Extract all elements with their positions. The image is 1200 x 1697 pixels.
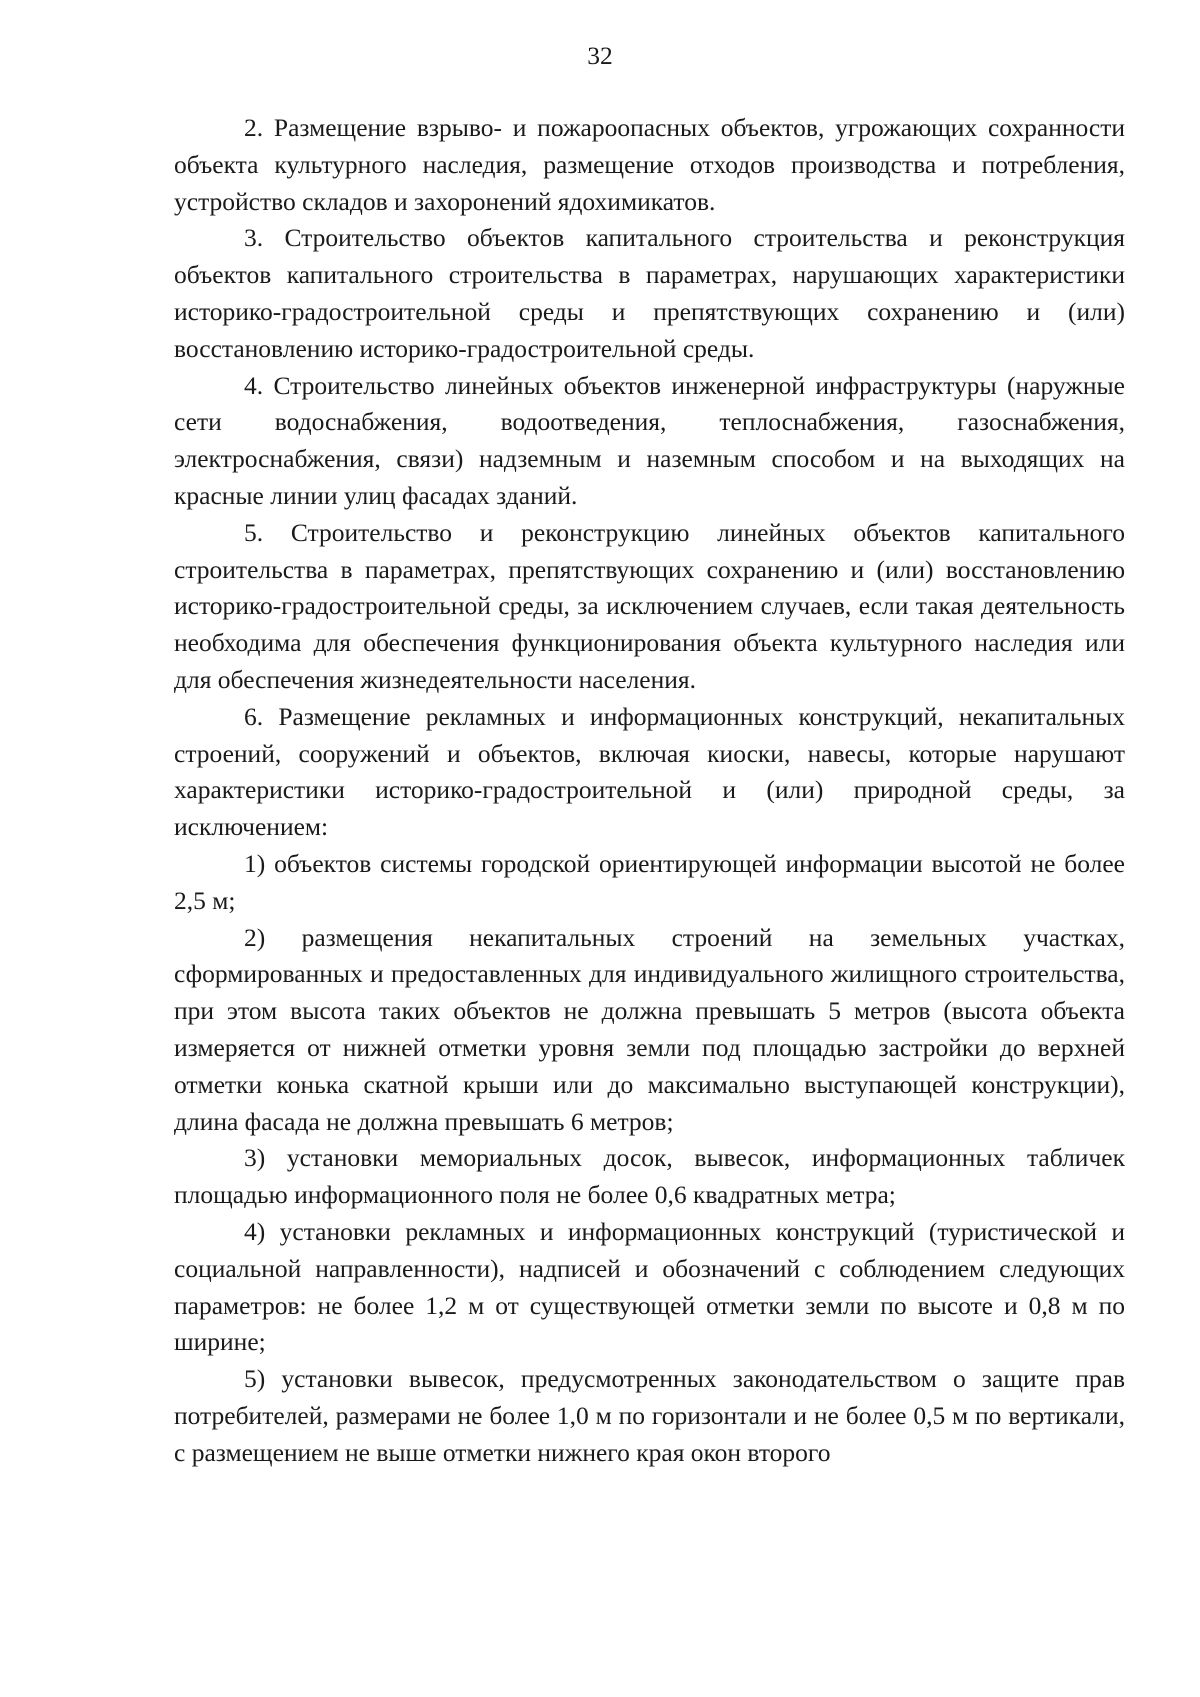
page-number: 32 bbox=[587, 41, 613, 70]
subparagraph-4: 4) установки рекламных и информационных конструкций (туристической и социальной направленности), надписей и обозначений с соблюдением следующих параметров: не более 1,2 м от существующей отметки земли по высоте и 0,8 м по ширине; bbox=[174, 1216, 1125, 1357]
subparagraph-1: 1) объектов системы городской ориентирующей информации высотой не более 2,5 м; bbox=[174, 848, 1125, 915]
paragraph-item-4: 4. Строительство линейных объектов инженерной инфраструктуры (наружные сети водоснабжения, водоотведения, теплоснабжения, газоснабжения, электроснабжения, связи) надземным и наземным способом и на выходящих на красные линии улиц фасадах зданий. bbox=[174, 370, 1125, 510]
document-body bbox=[174, 110, 1125, 1471]
paragraph-item-5: 5. Строительство и реконструкцию линейных объектов капитального строительства в параметрах, препятствующих сохранению и (или) восстановлению историко-градостроительной среды, за исключением случаев, если такая деятельность необходима для обеспечения функционирования объекта культурного наследия или для обеспечения жизнедеятельности населения. bbox=[174, 517, 1125, 694]
paragraph-item-6: 6. Размещение рекламных и информационных конструкций, некапитальных строений, сооружений и объектов, включая киоски, навесы, которые нарушают характеристики историко-градостроительной и (или) природной среды, за исключением: bbox=[174, 701, 1125, 842]
paragraph-item-3: 3. Строительство объектов капитального строительства и реконструкция объектов капитального строительства в параметрах, нарушающих характеристики историко-градостроительной среды и препятствующих сохранению и (или) восстановлению историко-градостроительной среды. bbox=[174, 223, 1125, 363]
paragraph-item-2: 2. Размещение взрыво- и пожароопасных объектов, угрожающих сохранности объекта культурного наследия, размещение отходов производства и потребления, устройство складов и захоронений ядохимикатов. bbox=[174, 113, 1125, 216]
subparagraph-5: 5) установки вывесок, предусмотренных законодательством о защите прав потребителей, размерами не более 1,0 м по горизонтали и не более 0,5 м по вертикали, с размещением не выше отметки нижнего края окон второго bbox=[174, 1364, 1125, 1467]
subparagraph-3: 3) установки мемориальных досок, вывесок, информационных табличек площадью информационного поля не более 0,6 квадратных метра; bbox=[174, 1143, 1125, 1210]
subparagraph-2: 2) размещения некапитальных строений на земельных участках, сформированных и предоставленных для индивидуального жилищного строительства, при этом высота таких объектов не должна превышать 5 метров (высота объекта измеряется от нижней отметки уровня земли под площадью застройки до верхней отметки конька скатной крыши или до максимально выступающей конструкции), длина фасада не должна превышать 6 метров; bbox=[174, 922, 1125, 1136]
